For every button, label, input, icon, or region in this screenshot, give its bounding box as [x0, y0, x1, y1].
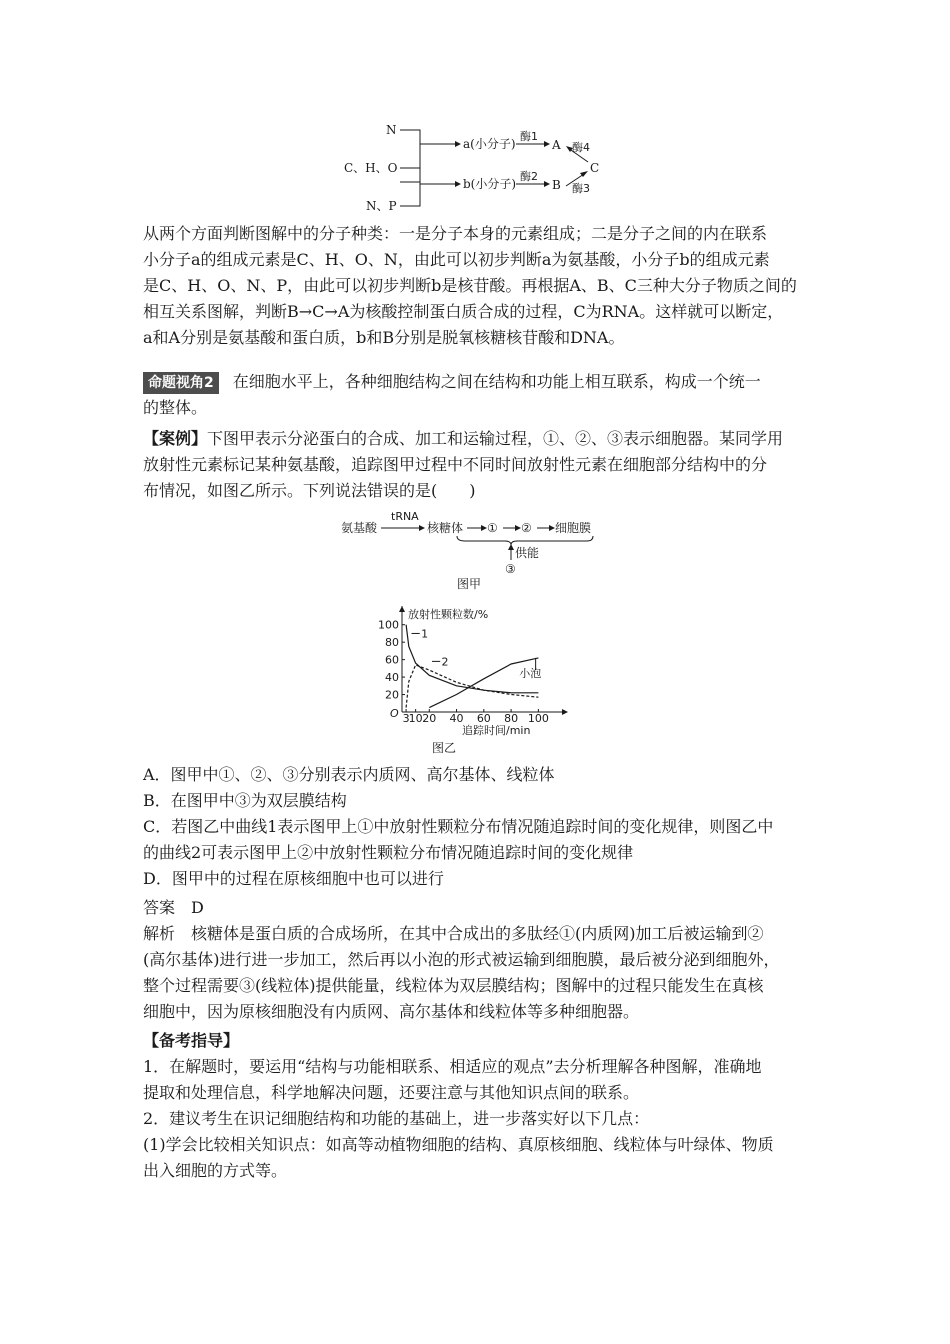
text-line: 是C、H、O、N、P，由此可以初步判断b是核苷酸。再根据A、B、C三种大分子物质之间的 [143, 276, 797, 295]
option-d: D．图甲中的过程在原核细胞中也可以进行 [143, 869, 444, 888]
y-tick-label: 80 [385, 636, 399, 650]
molecule-relation-diagram [330, 118, 620, 218]
cell-membrane-label: 细胞膜 [555, 521, 592, 535]
text-line: 2．建议考生在识记细胞结构和功能的基础上，进一步落实好以下几点： [143, 1109, 650, 1128]
figure-a-caption: 图甲 [457, 577, 482, 591]
x-tick-label: 100 [527, 712, 549, 725]
origin-label: O [390, 707, 399, 720]
text-line: 下图甲表示分泌蛋白的合成、加工和运输过程，①、②、③表示细胞器。某同学用 [207, 429, 784, 448]
series-3-label: 小泡 [519, 667, 542, 681]
energy-supply-label: 供能 [515, 546, 540, 560]
x-axis-arrow [562, 709, 568, 715]
enzyme-3-label: 酶3 [572, 182, 590, 195]
explanation-paragraph [143, 221, 813, 351]
x-tick-label: 3 [402, 712, 410, 725]
text-line: (高尔基体)进行进一步加工，然后再以小泡的形式被运输到细胞膜，最后被分泌到细胞外， [143, 950, 780, 969]
figure-b-chart [360, 602, 580, 757]
series-1-label: 1 [421, 627, 429, 641]
text-line: 小分子a的组成元素是C、H、O、N，由此可以初步判断a为氨基酸，小分子b的组成元素 [143, 250, 770, 269]
x-axis-label: 追踪时间/min [462, 724, 531, 737]
macromolecule-C: C [590, 161, 600, 175]
angle-2-section [143, 369, 813, 421]
text-line: 细胞中，因为原核细胞没有内质网、高尔基体和线粒体等多种细胞器。 [143, 1002, 640, 1021]
element-NP: N、P [366, 199, 397, 213]
answer-section [143, 895, 813, 1025]
x-tick-label: 20 [422, 712, 437, 725]
option-c: C．若图乙中曲线1表示图甲上①中放射性颗粒分布情况随追踪时间的变化规律，则图乙中 [143, 817, 774, 836]
text-line: 出入细胞的方式等。 [143, 1161, 288, 1180]
option-a: A．图甲中①、②、③分别表示内质网、高尔基体、线粒体 [143, 765, 555, 784]
angle-badge: 命题视角2 [143, 372, 219, 394]
text-line: 放射性元素标记某种氨基酸，追踪图甲过程中不同时间放射性元素在细胞部分结构中的分 [143, 455, 768, 474]
answer: 答案 D [143, 898, 204, 917]
text-line: 从两个方面判断图解中的分子种类：一是分子本身的元素组成；二是分子之间的内在联系 [143, 224, 768, 243]
text-line: 在细胞水平上，各种细胞结构之间在结构和功能上相互联系，构成一个统一 [232, 372, 761, 391]
text-line: 的整体。 [143, 398, 208, 417]
element-CHO: C、H、O [344, 161, 398, 175]
organelle-3: ③ [505, 562, 516, 576]
macromolecule-A: A [552, 138, 561, 152]
guide-title: 【备考指导】 [143, 1031, 240, 1050]
y-tick-label: 40 [385, 671, 399, 685]
case-section [143, 426, 813, 504]
text-line: 1．在解题时，要运用“结构与功能相联系、相适应的观点”去分析理解各种图解，准确地 [143, 1057, 762, 1076]
y-tick-label: 60 [385, 653, 399, 667]
option-c-cont: 的曲线2可表示图甲上②中放射性颗粒分布情况随追踪时间的变化规律 [143, 843, 634, 862]
organelle-2: ② [521, 521, 532, 535]
small-molecule-a: a(小分子) [463, 137, 516, 151]
figure-a-process-diagram [335, 508, 615, 598]
study-guide-section [143, 1028, 813, 1184]
y-axis-label: 放射性颗粒数/% [408, 608, 489, 621]
y-tick-label: 20 [385, 688, 399, 702]
text-line: (1)学会比较相关知识点：如高等动植物细胞的结构、真原核细胞、线粒体与叶绿体、物质 [143, 1135, 774, 1154]
text-line: 解析 核糖体是蛋白质的合成场所，在其中合成出的多肽经①(内质网)加工后被运输到② [143, 924, 764, 943]
figure-b-caption: 图乙 [432, 741, 457, 755]
organelle-1: ① [487, 521, 498, 535]
x-tick-label: 60 [476, 712, 491, 725]
options-list [143, 762, 813, 892]
series-2-label: 2 [441, 655, 449, 669]
amino-acid-label: 氨基酸 [341, 521, 378, 535]
enzyme-2-label: 酶2 [520, 170, 538, 183]
element-N: N [386, 123, 397, 137]
x-tick-label: 80 [504, 712, 519, 725]
x-tick-label: 40 [449, 712, 464, 725]
x-tick-label: 10 [408, 712, 423, 725]
macromolecule-B: B [552, 178, 561, 192]
text-line: 整个过程需要③(线粒体)提供能量，线粒体为双层膜结构；图解中的过程只能发生在真核 [143, 976, 764, 995]
enzyme-4-label: 酶4 [572, 141, 590, 154]
option-b: B．在图甲中③为双层膜结构 [143, 791, 347, 810]
small-molecule-b: b(小分子) [463, 177, 517, 191]
enzyme-1-label: 酶1 [520, 130, 538, 143]
y-axis-arrow [399, 606, 405, 612]
text-line: 相互关系图解，判断B→C→A为核酸控制蛋白质合成的过程，C为RNA。这样就可以断定， [143, 302, 784, 321]
ribosome-label: 核糖体 [427, 521, 464, 535]
text-line: 提取和处理信息，科学地解决问题，还要注意与其他知识点间的联系。 [143, 1083, 640, 1102]
case-label: 【案例】 [143, 429, 208, 448]
text-line: 布情况，如图乙所示。下列说法错误的是( ) [143, 481, 476, 500]
trna-label: tRNA [391, 510, 419, 523]
text-line: a和A分别是氨基酸和蛋白质，b和B分别是脱氧核糖核苷酸和DNA。 [143, 328, 625, 347]
y-tick-label: 100 [378, 618, 399, 632]
